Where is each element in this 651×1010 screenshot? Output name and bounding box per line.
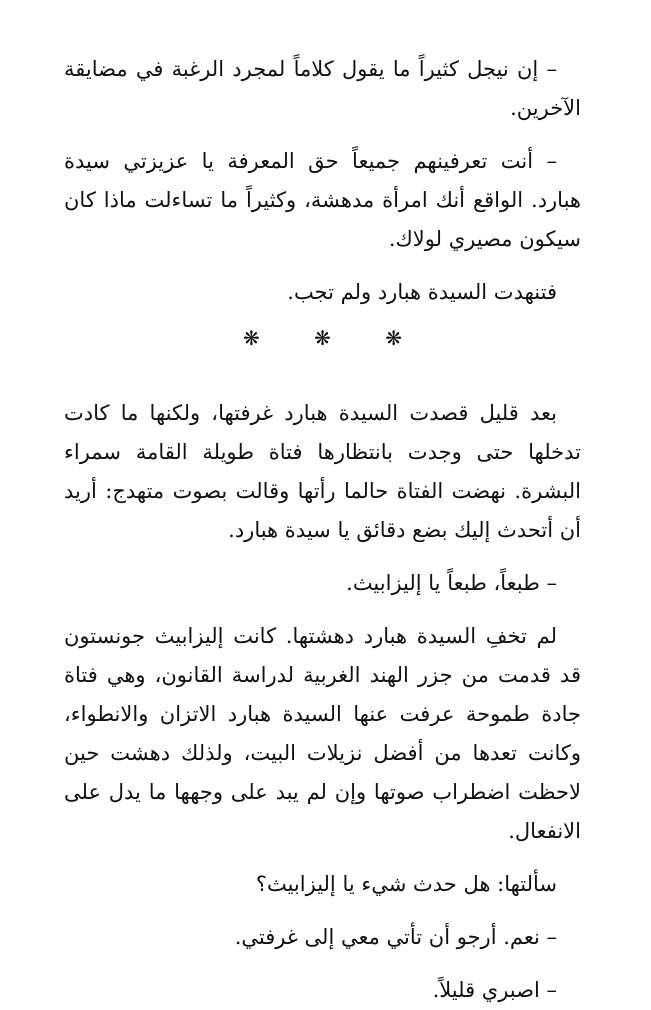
book-page — [64, 50, 581, 1010]
paragraph: سألتها: هل حدث شيء يا إليزابيث؟ — [255, 872, 557, 896]
paragraph: بعد قليل قصدت السيدة هبارد غرفتها، ولكنها ما كادت تدخلها حتى وجدت بانتظارها فتاة طويلة القامة سمراء البشرة. نهضت الفتاة حالما رأتها وقالت بصوت متهدج: أريد أن أتحدث إليك بضع دقائق يا سيدة هبارد. — [64, 401, 581, 542]
paragraph: فتنهدت السيدة هبارد ولم تجب. — [287, 280, 557, 304]
paragraph: – إن نيجل كثيراً ما يقول كلاماً لمجرد الرغبة في مضايقة الآخرين. — [64, 57, 581, 120]
paragraph: – نعم. أرجو أن تأتي معي إلى غرفتي. — [234, 925, 557, 949]
paragraph: – اصبري قليلاً. — [432, 978, 557, 1002]
paragraph: لم تخفِ السيدة هبارد دهشتها. كانت إليزابيث جونستون قد قدمت من جزر الهند الغربية لدراسة القانون، وهي فتاة جادة طموحة عرفت عنها السيدة هبارد الاتزان والانطواء، وكانت تعدها من أفضل نزيلات البيت، ولذلك دهشت حين لاحظت اضطراب صوتها وإن لم يبد على وجهها ما يدل على الانفعال. — [64, 624, 581, 843]
paragraph: – طبعاً، طبعاً يا إليزابيث. — [346, 571, 557, 595]
paragraph: – أنت تعرفينهم جميعاً حق المعرفة يا عزيزتي سيدة هبارد. الواقع أنك امرأة مدهشة، وكثيراً ما تساءلت ماذا كان سيكون مصيري لولاك. — [64, 149, 581, 251]
section-separator: ❋ ❋ ❋ — [243, 326, 426, 350]
